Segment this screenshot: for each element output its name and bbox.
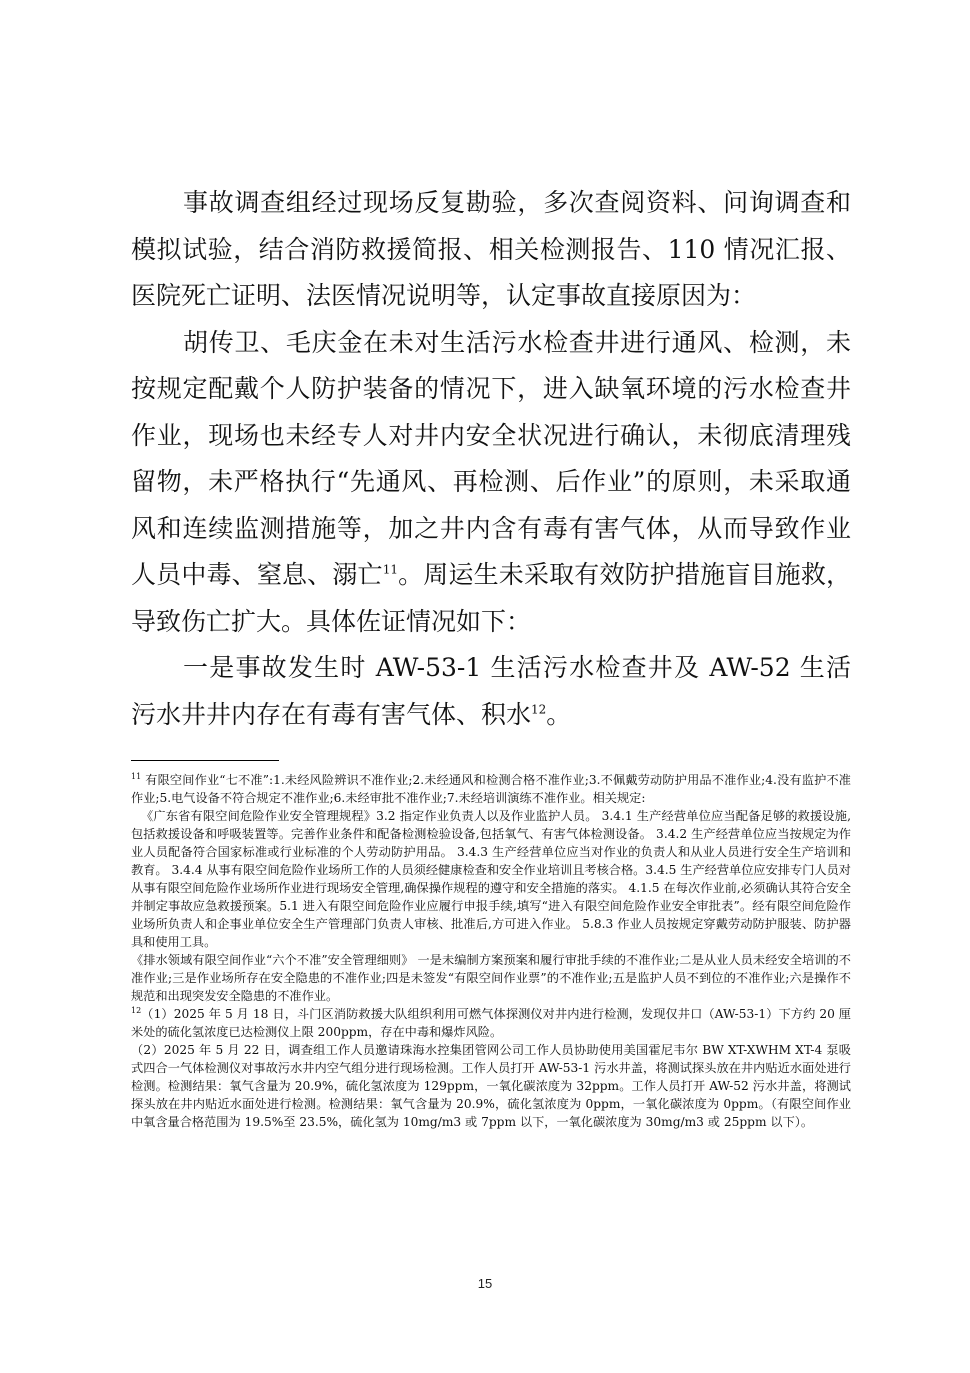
footnote-12-text-1: （1）2025 年 5 月 18 日，斗门区消防救援大队组织利用可燃气体探测仪对井内进行检测，发现仅井口（AW-53-1）下方约 20 厘米处的硫化氢浓度已达检测仪上限 200ppm，存在中毒和爆炸风险。: [131, 1007, 851, 1039]
footnote-11: [131, 771, 851, 807]
main-body: [131, 180, 851, 738]
footnote-11-drainage-rules: 《排水领域有限空间作业“六个不准”安全管理细则》 一是未编制方案预案和履行审批手续的不准作业;二是从业人员未经安全培训的不准作业;三是作业场所存在安全隐患的不准作业;四是未签发“有限空间作业票”的不准作业;五是监护人员不到位的不准作业;六是操作不规范和出现突发安全隐患的不准作业。: [131, 953, 851, 1003]
footnote-11-mark: 11: [131, 771, 142, 781]
footnote-12: [131, 1005, 851, 1041]
footnote-11-guangdong-rules: 《广东省有限空间危险作业安全管理规程》3.2 指定作业负责人以及作业监护人员。 3.4.1 生产经营单位应当配备足够的救援设施,包括救援设备和呼吸装置等。完善作业条件和配备检测检验设备,包括氧气、有害气体检测设备。 3.4.2 生产经营单位应当按规定为作业人员配备符合国家标准或行业标准的个人劳动防护用品。 3.4.3 生产经营单位应当对作业的负责人和从业人员进行安全生产培训和教育。 3.4.4 从事有限空间危险作业场所工作的人员须经健康检查和安全作业培训且考核合格。3.4.5 生产经营单位应安排专门人员对从事有限空间危险作业场所作业进行现场安全管理,确保操作规程的遵守和安全措施的落实。 4.1.5 在每次作业前,必须确认其符合安全并制定事故应急救援预案。5.1 进入有限空间危险作业应履行申报手续,填写“进入有限空间危险作业安全审批表”。经有限空间危险作业场所负责人和企事业单位安全生产管理部门负责人审核、批准后,方可进入作业。 5.8.3 作业人员按规定穿戴劳动防护服装、防护器具和使用工具。: [131, 809, 851, 949]
paragraph-cause-text-a: 胡传卫、毛庆金在未对生活污水检查井进行通风、检测，未按规定配戴个人防护装备的情况下，进入缺氧环境的污水检查井作业，现场也未经专人对井内安全状况进行确认，未彻底清理残留物，未严格执行“先通风、再检测、后作业”的原则，未采取通风和连续监测措施等，加之井内含有毒有害气体，从而导致作业人员中毒、窒息、溺亡: [131, 327, 851, 589]
footnote-ref-11[interactable]: 11: [382, 562, 398, 577]
paragraph-cause-detail: [131, 320, 851, 646]
paragraph-cause-text-b: 。周运生未采取有效防护措施盲目施救，导致伤亡扩大。具体佐证情况如下：: [131, 560, 851, 636]
footnote-ref-12[interactable]: 12: [531, 702, 547, 717]
paragraph-evidence-text-b: 。: [546, 699, 572, 729]
paragraph-direct-cause: 事故调查组经过现场反复勘验，多次查阅资料、问询调查和模拟试验，结合消防救援简报、相关检测报告、110 情况汇报、医院死亡证明、法医情况说明等，认定事故直接原因为：: [131, 188, 851, 310]
footnotes: [131, 771, 851, 1131]
footnote-divider: [131, 760, 279, 761]
page-number: 15: [477, 1276, 493, 1291]
paragraph-evidence-text-a: 一是事故发生时 AW-53-1 生活污水检查井及 AW-52 生活污水井井内存在有毒有害气体、积水: [131, 653, 851, 729]
footnote-12-text-2: （2）2025 年 5 月 22 日，调查组工作人员邀请珠海水控集团管网公司工作人员协助使用美国霍尼韦尔 BW XT-XWHM XT-4 泵吸式四合一气体检测仪对事故污水井内空气组分进行现场检测。工作人员打开 AW-53-1 污水井盖，将测试探头放在井内贴近水面处进行检测。检测结果：氧气含量为 20.9%，硫化氢浓度为 129ppm，一氧化碳浓度为 32ppm。工作人员打开 AW-52 污水井盖，将测试探头放在井内贴近水面处进行检测。检测结果：氧气含量为 20.9%，硫化氢浓度为 0ppm，一氧化碳浓度为 0ppm。（有限空间作业中氧含量合格范围为 19.5%至 23.5%，硫化氢为 10mg/m3 或 7ppm 以下，一氧化碳浓度为 30mg/m3 或 25ppm 以下）。: [131, 1043, 851, 1129]
footnote-12-mark: 12: [131, 1005, 142, 1015]
paragraph-evidence-one: [131, 645, 851, 738]
footnote-11-text: 有限空间作业“七不准”:1.未经风险辨识不准作业;2.未经通风和检测合格不准作业;3.不佩戴劳动防护用品不准作业;4.没有监护不准作业;5.电气设备不符合规定不准作业;6.未经审批不准作业;7.未经培训演练不准作业。相关规定:: [131, 773, 851, 805]
